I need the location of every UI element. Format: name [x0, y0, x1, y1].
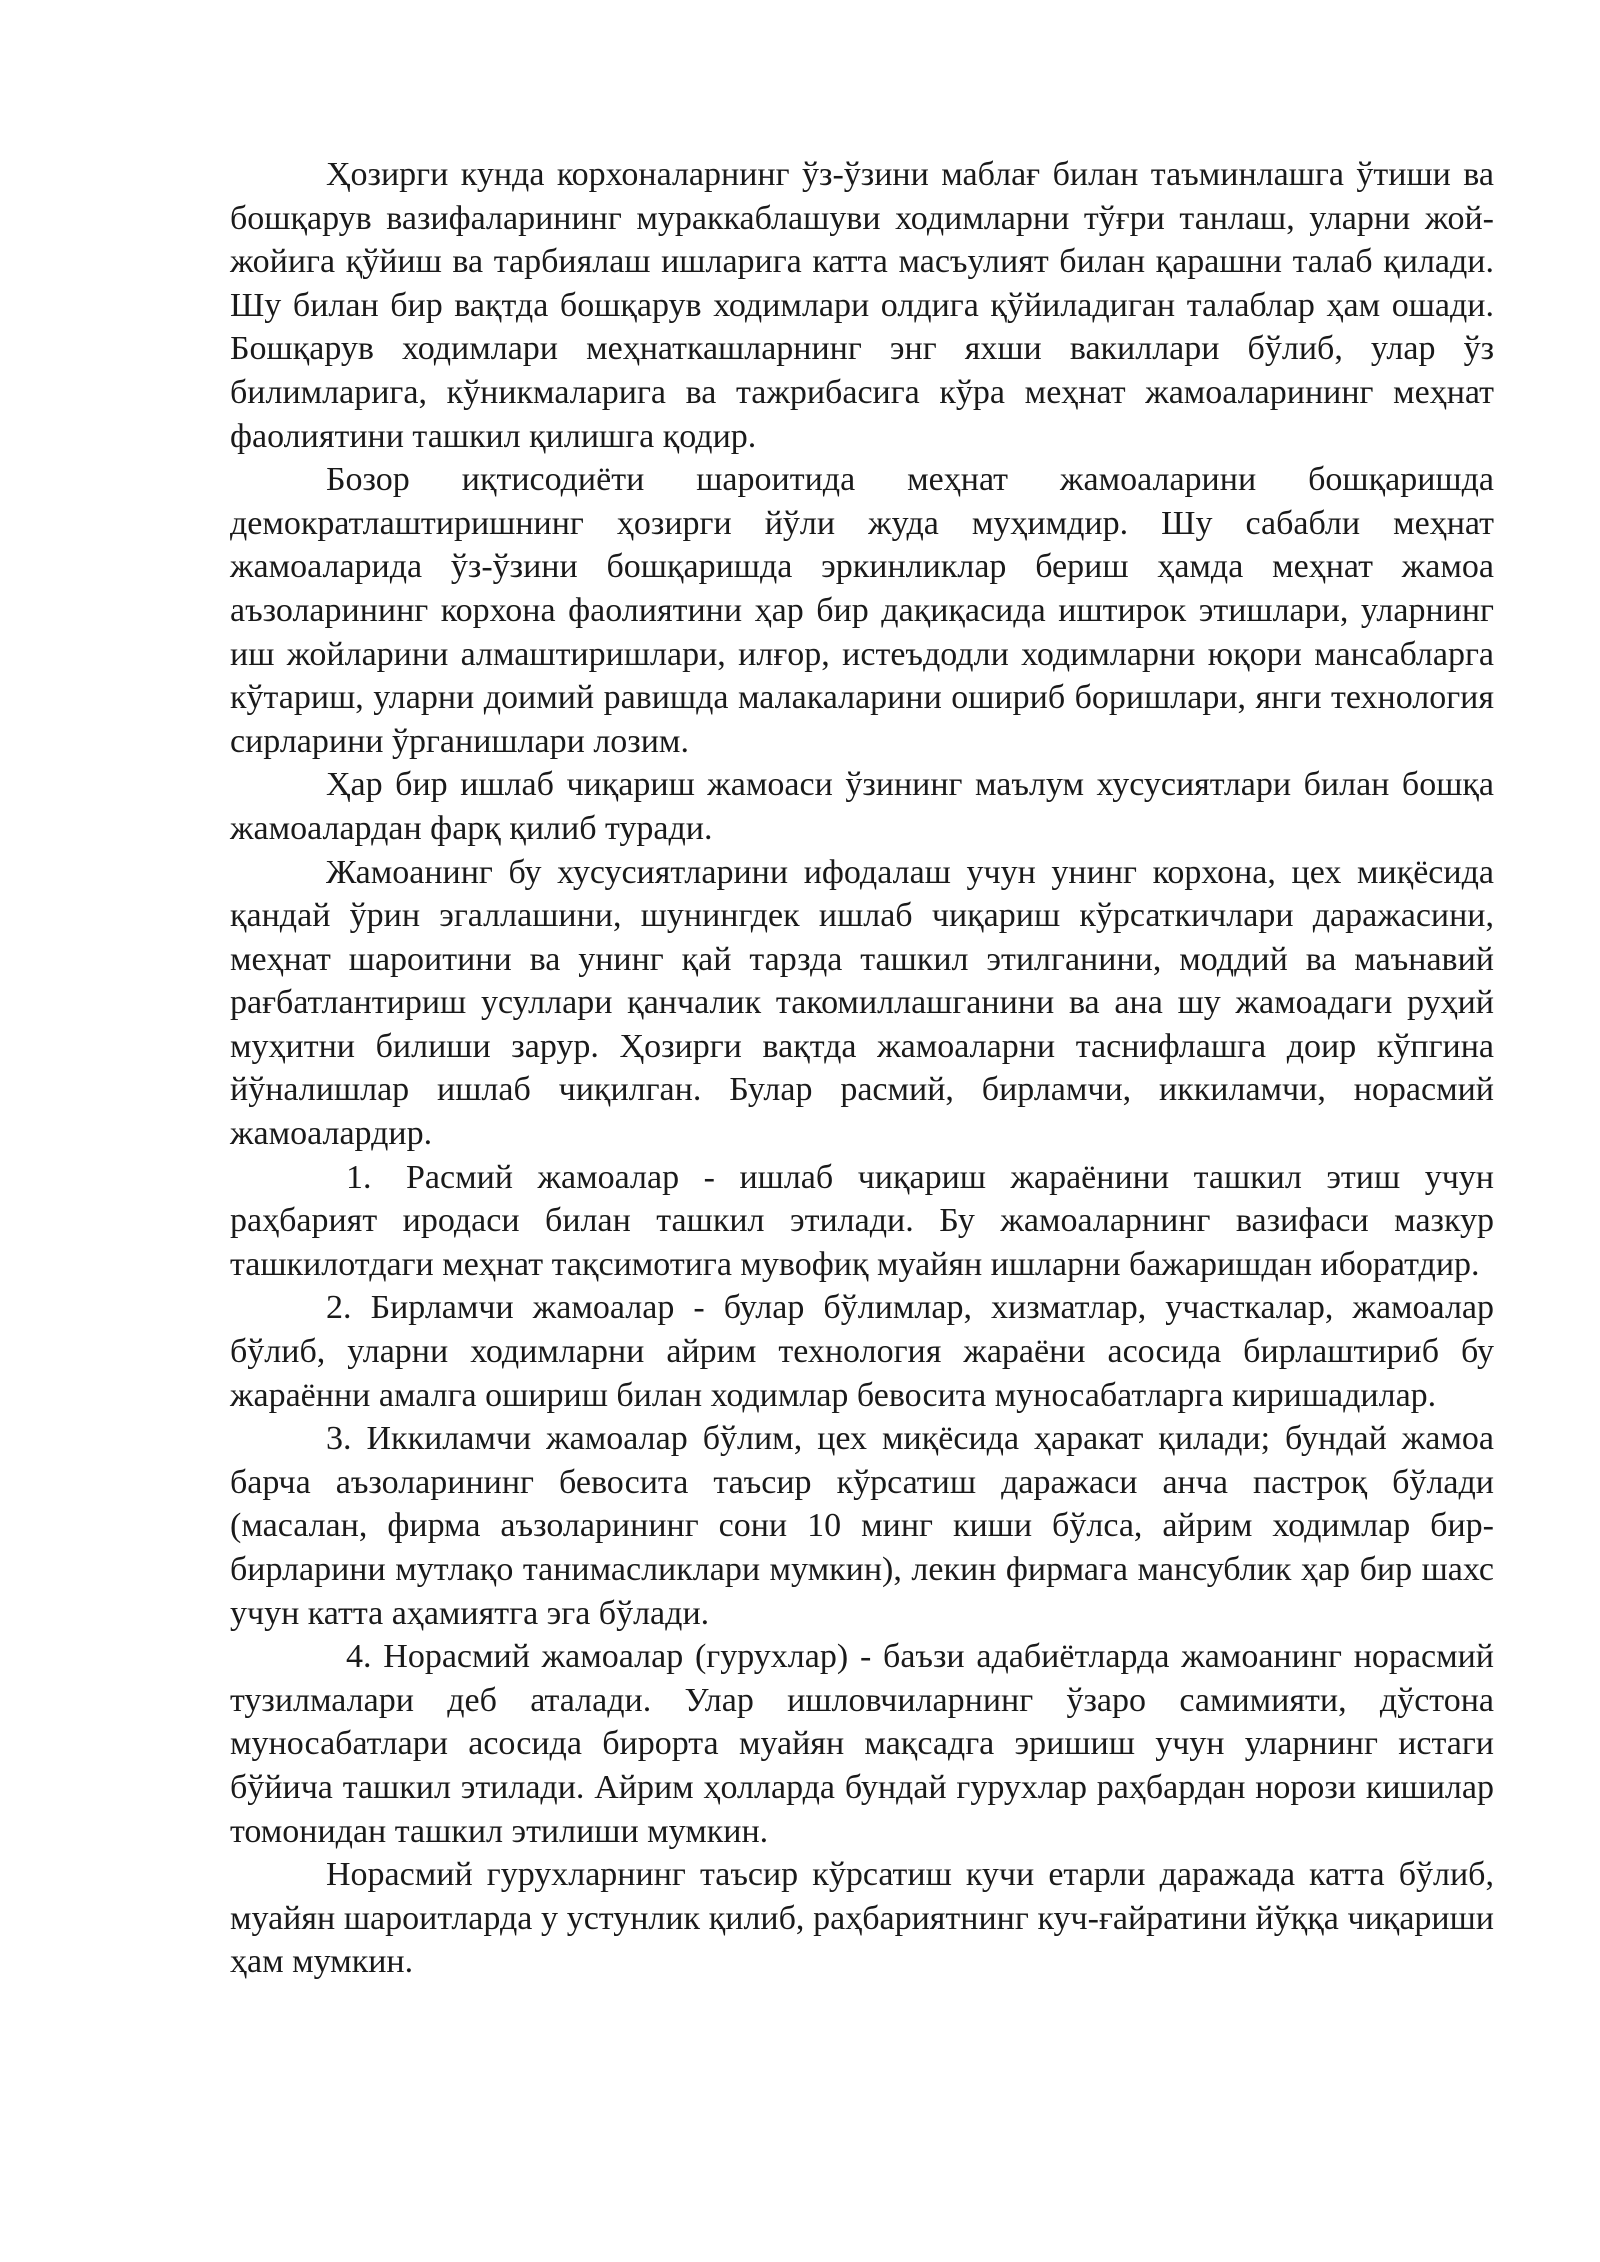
list-item-1-text: Расмий жамоалар - ишлаб чиқариш жараёнини ташкил этиш учун раҳбарият иродаси билан ташкил этилади. Бу жамоаларнинг вазифаси мазкур ташкилотдаги меҳнат тақсимотига мувофиқ муайян ишларни бажаришдан иборатдир.	[230, 1158, 1494, 1283]
list-item-3: 3. Иккиламчи жамоалар бўлим, цех миқёсида ҳаракат қилади; бундай жамоа барча аъзоларининг бевосита таъсир кўрсатиш даражаси анча пастроқ бўлади (масалан, фирма аъзоларининг сони 10 минг киши бўлса, айрим ходимлар бир-бирларини мутлақо танимасликлари мумкин), лекин фирмага мансублик ҳар бир шахс учун катта аҳамиятга эга бўлади.	[230, 1420, 1494, 1632]
paragraph-4: Жамоанинг бу хусусиятларини ифодалаш учун унинг корхона, цех миқёсида қандай ўрин эгаллашини, шунингдек ишлаб чиқариш кўрсаткичлари даражасини, меҳнат шароитини ва унинг қай тарзда ташкил этилганини, моддий ва маънавий рағбатлантириш усуллари қанчалик такомиллашганини ва ана шу жамоадаги руҳий муҳитни билиши зарур. Ҳозирги вақтда жамоаларни таснифлашга доир кўпгина йўналишлар ишлаб чиқилган. Булар расмий, бирламчи, иккиламчи, норасмий жамоалардир.	[230, 853, 1494, 1153]
closing-paragraph: Норасмий гурухларнинг таъсир кўрсатиш кучи етарли даражада катта бўлиб, муайян шароитларда у устунлик қилиб, раҳбариятнинг куч-ғайратини йўққа чиқариши ҳам мумкин.	[230, 1856, 1494, 1981]
list-item-2: 2. Бирламчи жамоалар - булар бўлимлар, хизматлар, участкалар, жамоалар бўлиб, уларни ходимларни айрим технология жараёни асосида бирлаштириб бу жараённи амалга ошириш билан ходимлар бевосита муносабатларга киришадилар.	[230, 1289, 1494, 1414]
paragraph-3: Ҳар бир ишлаб чиқариш жамоаси ўзининг маълум хусусиятлари билан бошқа жамоалардан фарқ қилиб туради.	[230, 766, 1494, 847]
list-item-4: 4. Норасмий жамоалар (гурухлар) - баъзи адабиётларда жамоанинг норасмий тузилмалари деб аталади. Улар ишловчиларнинг ўзаро самимияти, дўстона муносабатлари асосида бирорта муайян мақсадга эришиш учун уларнинг истаги бўйича ташкил этилади. Айрим ҳолларда бундай гурухлар раҳбардан норози кишилар томонидан ташкил этилиши мумкин.	[230, 1638, 1494, 1850]
list-item-1	[230, 1156, 1494, 1287]
paragraph-2: Бозор иқтисодиёти шароитида меҳнат жамоаларини бошқаришда демократлаштиришнинг ҳозирги йўли жуда муҳимдир. Шу сабабли меҳнат жамоаларида ўз-ўзини бошқаришда эркинликлар бериш ҳамда меҳнат жамоа аъзоларининг корхона фаолиятини ҳар бир дақиқасида иштирок этишлари, уларнинг иш жойларини алмаштиришлари, илғор, истеъдодли ходимларни юқори мансабларга кўтариш, уларни доимий равишда малакаларини ошириб боришлари, янги технология сирларини ўрганишлари лозим.	[230, 461, 1494, 760]
paragraph-1: Ҳозирги кунда корхоналарнинг ўз-ўзини маблағ билан таъминлашга ўтиши ва бошқарув вазифаларининг мураккаблашуви ходимларни тўғри танлаш, уларни жой-жойига қўйиш ва тарбиялаш ишларига катта масъулият билан қарашни талаб қилади. Шу билан бир вақтда бошқарув ходимлари олдига қўйиладиган талаблар ҳам ошади. Бошқарув ходимлари меҳнаткашларнинг энг яхши вакиллари бўлиб, улар ўз билимларига, кўникмаларига ва тажрибасига кўра меҳнат жамоаларининг меҳнат фаолиятини ташкил қилишга қодир.	[230, 156, 1494, 455]
document-body	[230, 153, 1494, 1984]
list-item-1-number: 1.	[346, 1158, 372, 1196]
